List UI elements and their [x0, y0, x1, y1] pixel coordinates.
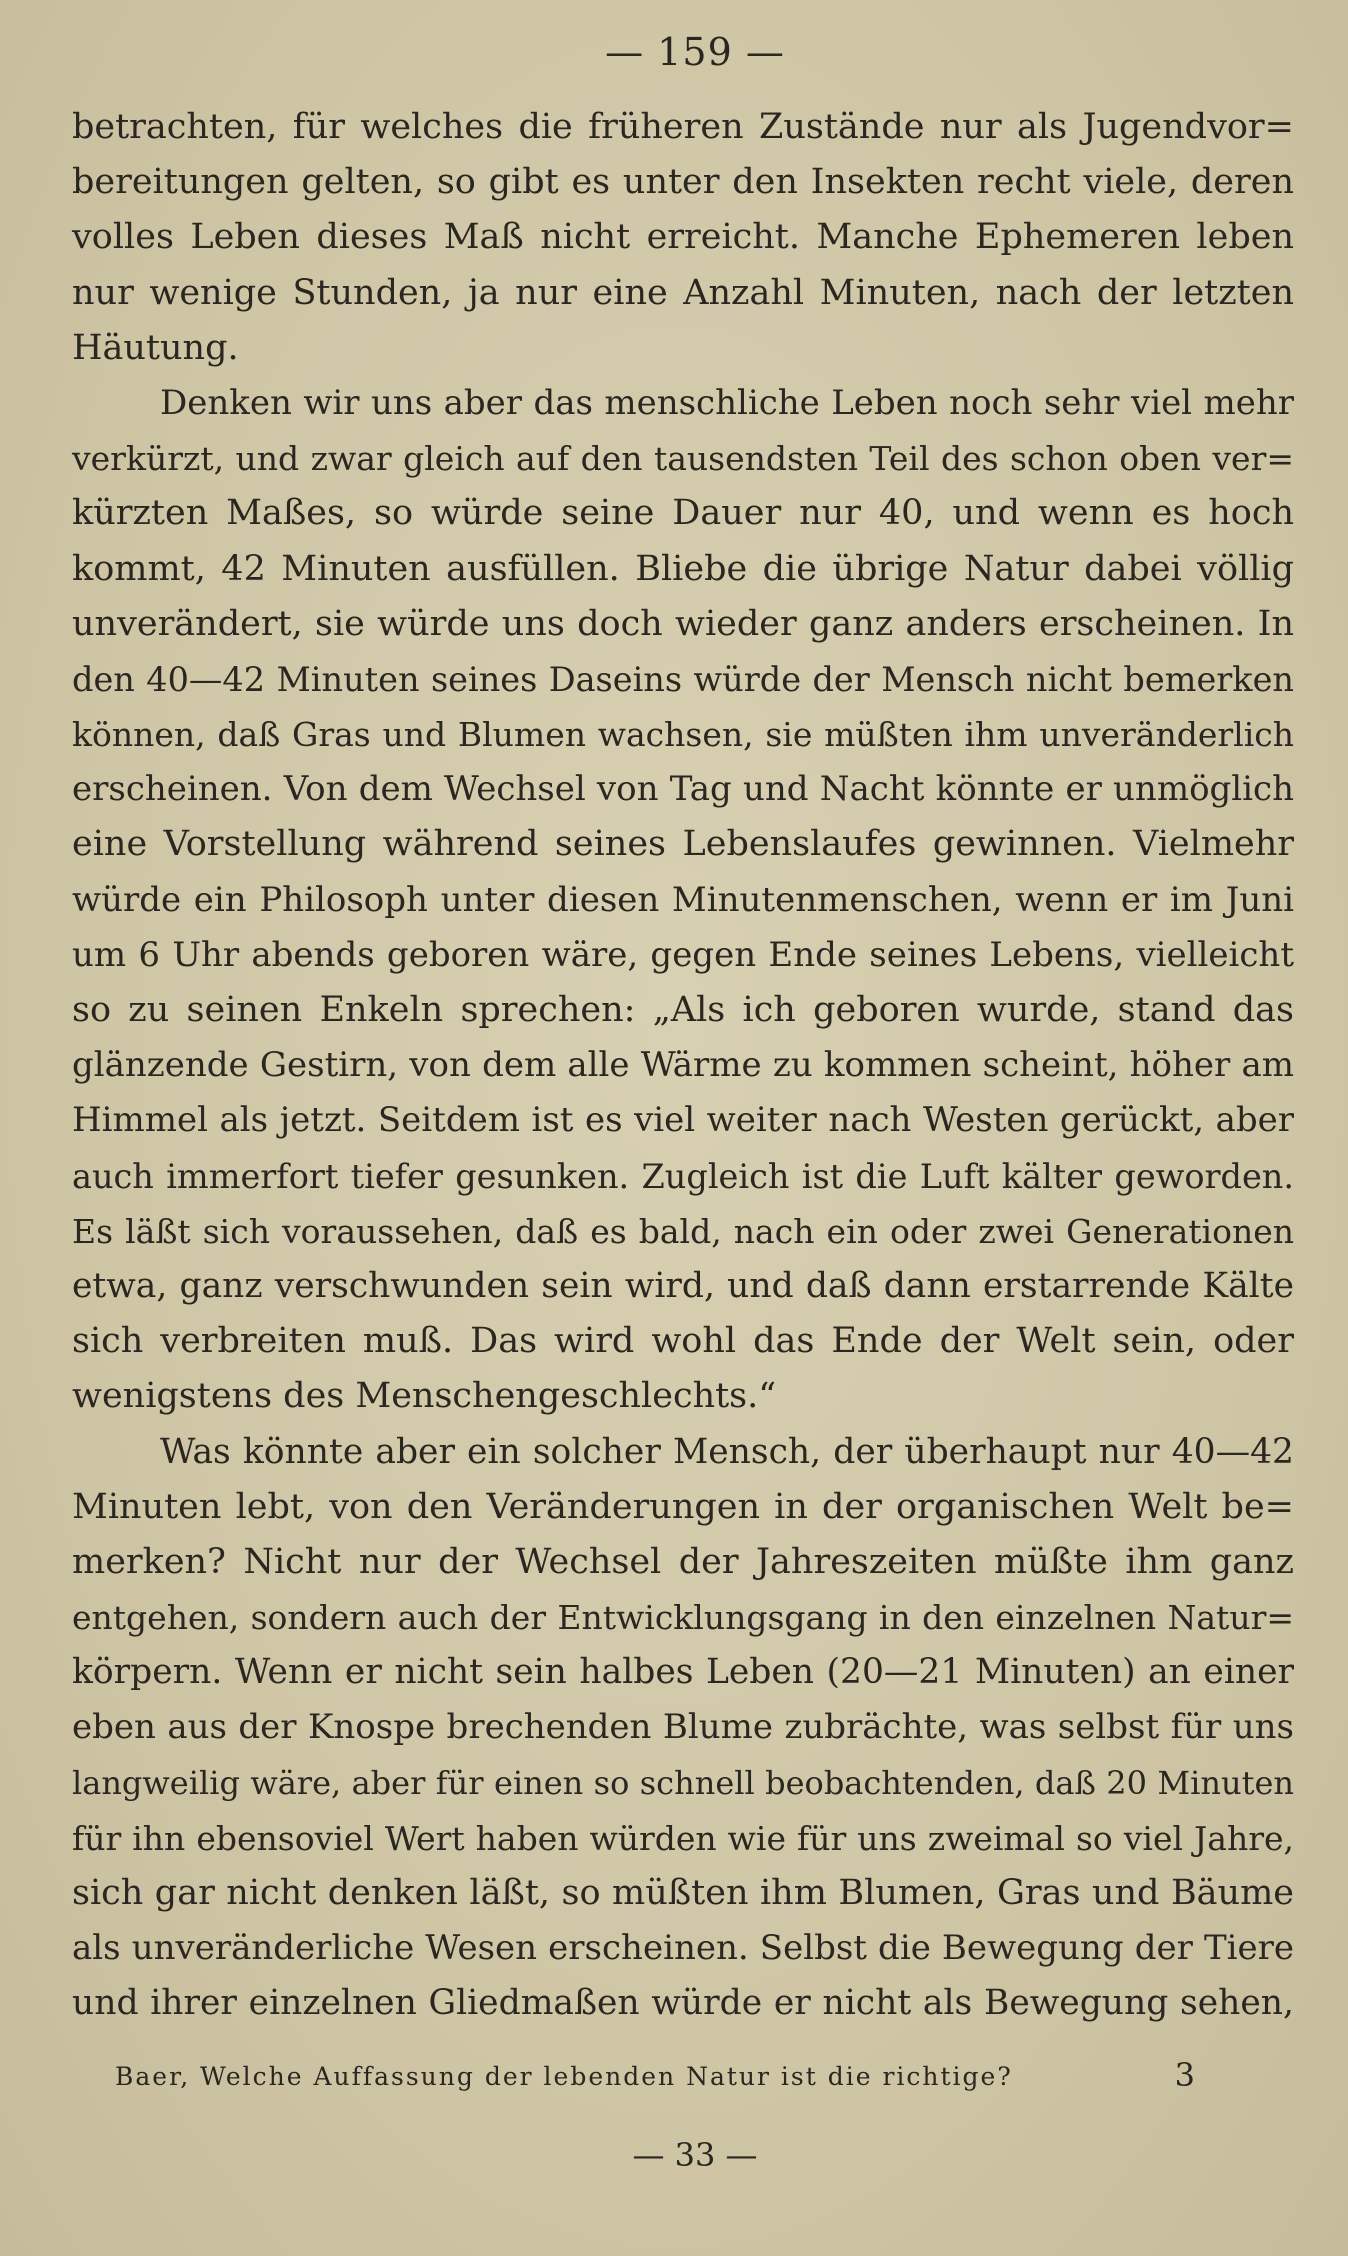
page-number-header: — 159 —	[605, 30, 785, 74]
text-line: sich verbreiten muß. Das wird wohl das Ende der Welt sein, oder	[72, 1321, 1294, 1362]
text-line: Himmel als jetzt. Seitdem ist es viel weiter nach Westen gerückt, aber	[72, 1100, 1294, 1141]
text-line: etwa, ganz verschwunden sein wird, und daß dann erstarrende Kälte	[72, 1265, 1294, 1306]
text-line: würde ein Philosoph unter diesen Minutenmenschen, wenn er im Juni	[72, 879, 1294, 920]
text-line: den 40—42 Minuten seines Daseins würde der Mensch nicht bemerken	[72, 659, 1294, 699]
text-line: glänzende Gestirn, von dem alle Wärme zu kommen scheint, höher am	[72, 1045, 1294, 1086]
text-line: um 6 Uhr abends geboren wäre, gegen Ende seines Lebens, vielleicht	[72, 934, 1294, 975]
text-line: für ihn ebensoviel Wert haben würden wie für uns zweimal so viel Jahre,	[72, 1818, 1294, 1858]
text-line: merken? Nicht nur der Wechsel der Jahreszeiten müßte ihm ganz	[72, 1541, 1294, 1582]
text-line: bereitungen gelten, so gibt es unter den Insekten recht viele, deren	[72, 162, 1294, 203]
text-line: verkürzt, und zwar gleich auf den tausendsten Teil des schon oben ver=	[72, 439, 1294, 479]
text-line: nur wenige Stunden, ja nur eine Anzahl Minuten, nach der letzten	[72, 272, 1294, 313]
text-line: erscheinen. Von dem Wechsel von Tag und Nacht könnte er unmöglich	[72, 769, 1294, 810]
text-line: so zu seinen Enkeln sprechen: „Als ich geboren wurde, stand das	[72, 990, 1294, 1030]
text-line: kommt, 42 Minuten ausfüllen. Bliebe die übrige Natur dabei völlig	[72, 548, 1294, 589]
text-line: betrachten, für welches die früheren Zustände nur als Jugendvor=	[72, 107, 1294, 147]
text-line: und ihrer einzelnen Gliedmaßen würde er nicht als Bewegung sehen,	[72, 1983, 1294, 2024]
text-line: kürzten Maßes, so würde seine Dauer nur 40, und wenn es hoch	[72, 493, 1294, 534]
page-number-footer: — 33 —	[632, 2136, 758, 2174]
text-line: körpern. Wenn er nicht sein halbes Leben (20—21 Minuten) an einer	[72, 1652, 1294, 1693]
text-line: volles Leben dieses Maß nicht erreicht. Manche Ephemeren leben	[72, 217, 1294, 258]
text-line: Minuten lebt, von den Veränderungen in der organischen Welt be=	[72, 1486, 1294, 1527]
footer-title: Baer, Welche Auffassung der lebenden Natur ist die richtige?	[115, 2062, 1013, 2091]
body-text	[72, 100, 1294, 2032]
text-line: als unveränderliche Wesen erscheinen. Selbst die Bewegung der Tiere	[72, 1928, 1294, 1969]
text-line: können, daß Gras und Blumen wachsen, sie müßten ihm unveränderlich	[72, 715, 1294, 755]
text-line: Denken wir uns aber das menschliche Leben noch sehr viel mehr	[160, 382, 1294, 423]
text-line: unverändert, sie würde uns doch wieder ganz anders erscheinen. In	[72, 603, 1294, 644]
text-line: entgehen, sondern auch der Entwicklungsgang in den einzelnen Natur=	[72, 1598, 1294, 1638]
text-line: eben aus der Knospe brechenden Blume zubrächte, was selbst für uns	[72, 1707, 1294, 1748]
text-line: Was könnte aber ein solcher Mensch, der überhaupt nur 40—42	[160, 1431, 1294, 1472]
text-line: langweilig wäre, aber für einen so schnell beobachtenden, daß 20 Minuten	[72, 1763, 1294, 1802]
text-line: wenigstens des Menschengeschlechts.“	[72, 1376, 777, 1417]
footer-note	[115, 2056, 1195, 2094]
text-line: Es läßt sich voraussehen, daß es bald, nach ein oder zwei Generationen	[72, 1211, 1294, 1251]
text-line: auch immerfort tiefer gesunken. Zugleich ist die Luft kälter geworden.	[72, 1156, 1294, 1196]
text-line: sich gar nicht denken läßt, so müßten ihm Blumen, Gras und Bäume	[72, 1873, 1294, 1913]
text-line: eine Vorstellung während seines Lebenslaufes gewinnen. Vielmehr	[72, 824, 1294, 865]
text-line: Häutung.	[72, 327, 239, 368]
signature-mark: 3	[1174, 2056, 1195, 2094]
